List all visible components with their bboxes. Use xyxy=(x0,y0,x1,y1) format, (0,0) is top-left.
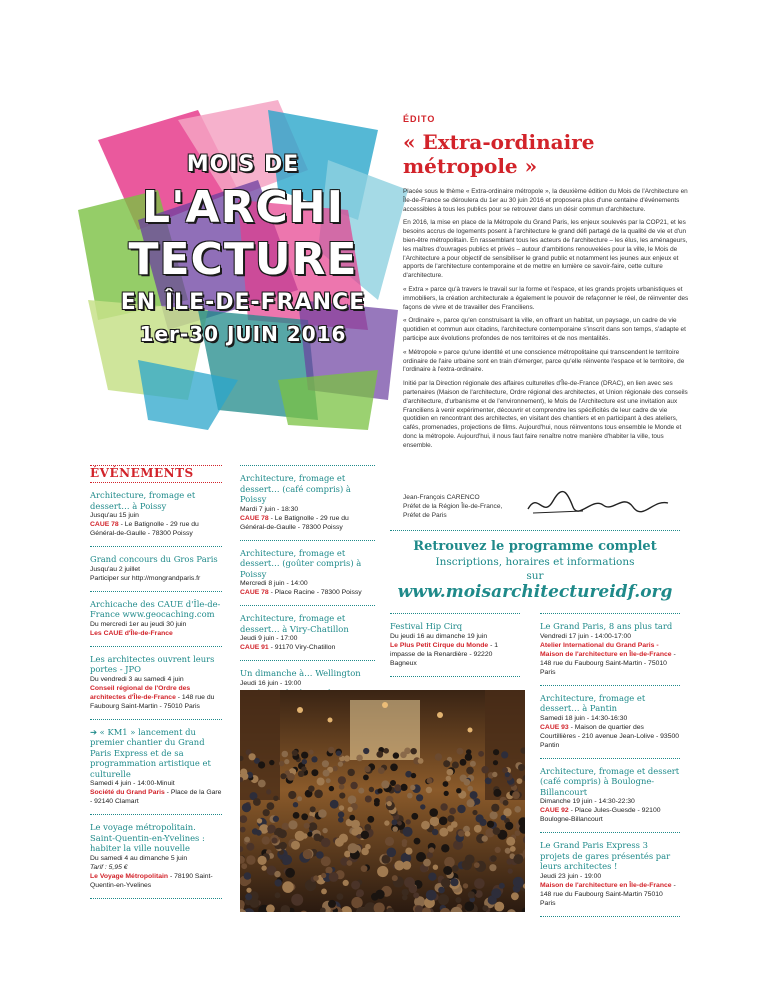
divider xyxy=(540,832,680,833)
event-address: - 78190 Saint-Quentin-en-Yvelines xyxy=(90,872,213,889)
event-address: - 1 impasse de la Renardière - 92220 Bagneux xyxy=(390,641,499,667)
event-place: Conseil régional de l'Ordre des architectes d'Île-de-France xyxy=(90,684,191,701)
event-item xyxy=(90,550,222,588)
event-date: Du samedi 4 au dimanche 5 juin xyxy=(90,854,188,862)
poster-line-1: MOIS DE xyxy=(186,152,300,177)
event-address: - 91170 Viry-Chatillon xyxy=(268,644,336,651)
event-date: Dimanche 19 juin - 14:30-22:30 xyxy=(540,798,635,805)
divider xyxy=(90,814,222,815)
event-date: Du vendredi 3 au samedi 4 juin xyxy=(90,675,184,683)
divider xyxy=(540,613,680,614)
event-date: Vendredi 17 juin - 14:00-17:00 xyxy=(540,632,632,640)
event-place: Atelier International du Grand Paris - Maison de l'architecture en Île-de-France xyxy=(540,641,672,658)
event-address: - Place de la Gare - 92140 Clamart xyxy=(90,789,222,805)
signature-block xyxy=(403,493,693,520)
edito-paragraph: « Métropole » parce qu'une identité et une conscience métropolitaine qui transcendent le territoire ordinaire de l'aire urbaine sont en train d'émerger, parce qu'elle réinvente l'espace et le territoire, de l'ordinaire à l'extra-ordinaire. xyxy=(403,348,685,374)
handwritten-signature xyxy=(523,489,673,519)
event-address: - Le Batignolle - 29 rue du Général-de-Gaulle - 78300 Poissy xyxy=(90,521,199,537)
event-place: Le Plus Petit Cirque du Monde xyxy=(390,641,489,649)
event-item xyxy=(90,650,222,716)
edito-paragraph: « Ordinaire », parce qu'en construisant la ville, en offrant un habitat, un paysage, un cadre de vie quotidien et commun aux citadins, l'architecture contemporaine s'inscrit dans son temps, s'adapte et participe aux évolutions profondes de nos territoires et de nos mentalités. xyxy=(403,317,686,342)
edito-paragraph: Initié par la Direction régionale des affaires culturelles d'Île-de-France (DRAC), en lien avec ses partenaires (Maison de l'architecture, Ordre régional des architectes, et Union régionale des conseils d'architecture, d'urbanisme et de l'environnement), le Mois de l'Architecture est une invitation aux Franciliens à venir expérimenter, découvrir et comprendre les spécificités de leur cadre de vie quotidien en rencontrant des architectes, en visitant des chantiers et en participant à des ateliers, cafés, promenades, projections de films. Aujourd'hui, nous réinventons tous ensemble le Monde et donc la métropole. Aujourd'hui, il nous faut faire renaître notre manière d'habiter la ville, tous ensemble. xyxy=(403,380,688,449)
event-item xyxy=(540,836,680,913)
event-place: Maison de l'architecture en Île-de-France xyxy=(540,881,672,889)
event-title: Le Grand Paris, 8 ans plus tard xyxy=(540,621,673,631)
divider xyxy=(390,676,520,677)
programme-block xyxy=(390,530,680,602)
event-title: Architecture, fromage et dessert… à Viry-Chatillon xyxy=(240,613,349,634)
divider xyxy=(540,758,680,759)
event-item xyxy=(540,689,680,755)
programme-url-link[interactable]: www.moisarchitectureidf.org xyxy=(397,582,673,602)
event-date: Jusqu'au 2 juillet xyxy=(90,565,141,573)
event-place: CAUE 78 xyxy=(90,521,119,528)
event-title: Architecture, fromage et dessert (café compris) à Boulogne-Billancourt xyxy=(540,765,680,797)
edito-kicker: ÉDITO xyxy=(403,114,436,124)
event-date: Jeudi 16 juin - 19:00 xyxy=(240,679,302,687)
event-address: Participer sur http://mongrandparis.fr xyxy=(90,574,201,582)
events-column-1 xyxy=(90,462,222,902)
event-title: Architecture, fromage et dessert… à Pantin xyxy=(540,692,646,713)
divider xyxy=(240,605,375,606)
edito-section xyxy=(403,114,693,456)
event-item xyxy=(90,486,222,543)
event-address: - Place Racine - 78300 Poissy xyxy=(268,589,362,596)
event-title: Grand concours du Gros Paris xyxy=(90,554,218,564)
poster-line-3: TECTURE xyxy=(128,234,358,285)
event-title: Architecture, fromage et dessert… (café compris) à Poissy xyxy=(240,473,351,504)
divider xyxy=(240,540,375,541)
event-address: - 148 rue du Faubourg Saint-Martin 75010 Paris xyxy=(540,881,676,907)
divider xyxy=(90,898,222,899)
divider xyxy=(90,546,222,547)
divider xyxy=(540,916,680,917)
event-title: Archicache des CAUE d'Île-de-France www.geocaching.com xyxy=(90,598,221,619)
event-item xyxy=(540,762,680,830)
event-address: - 148 rue du Faubourg Saint-Martin - 75010 Paris xyxy=(540,650,676,676)
event-date: Jeudi 9 juin - 17:00 xyxy=(240,635,298,642)
event-date: Du mercredi 1er au jeudi 30 juin xyxy=(90,620,187,628)
event-place: Société du Grand Paris xyxy=(90,789,165,796)
event-address: - Maison de quartier des Courtillières - 210 avenue Jean-Lolive - 93500 Pantin xyxy=(540,723,680,749)
events-column-3 xyxy=(390,610,520,680)
programme-sur: sur xyxy=(526,570,544,582)
event-item xyxy=(90,818,222,895)
event-item xyxy=(240,469,375,537)
event-item xyxy=(240,609,375,657)
event-address: - Le Batignolle - 29 rue du Général-de-Gaulle - 78300 Poissy xyxy=(240,514,349,531)
signature-name: Jean-François CARENCO xyxy=(403,494,480,501)
event-title: Architecture, fromage et dessert… (goûter compris) à Poissy xyxy=(240,547,362,579)
event-item xyxy=(540,617,680,682)
event-place: CAUE 91 xyxy=(240,644,269,651)
signature-role: Préfet de Paris xyxy=(403,512,447,519)
divider xyxy=(90,482,222,483)
programme-subline: Inscriptions, horaires et informations xyxy=(435,556,635,568)
event-title: Le Grand Paris Express 3 projets de gares présentés par leurs architectes ! xyxy=(540,840,671,871)
event-address: - 148 rue du Faubourg Saint-Martin - 75010 Paris xyxy=(90,693,215,710)
event-date: Samedi 18 juin - 14:30-16:30 xyxy=(540,714,628,722)
edito-title: « Extra-ordinaire métropole » xyxy=(403,130,595,178)
divider xyxy=(240,660,375,661)
event-title: Le voyage métropolitain. Saint-Quentin-en-Yvelines : habiter la ville nouvelle xyxy=(90,822,205,853)
event-title: Un dimanche à… Wellington xyxy=(240,668,361,678)
divider xyxy=(540,685,680,686)
event-address: - Place Jules-Guesde - 92100 Boulogne-Billancourt xyxy=(540,807,661,823)
event-item xyxy=(90,595,222,643)
event-date: Mercredi 8 juin - 14:00 xyxy=(240,580,308,587)
divider xyxy=(390,613,520,614)
event-place: Les CAUE d'Île-de-France xyxy=(90,629,173,637)
event-date: Jeudi 23 juin - 19:00 xyxy=(540,872,602,880)
divider xyxy=(390,530,680,531)
event-place: CAUE 93 xyxy=(540,723,569,731)
event-item xyxy=(240,544,375,603)
programme-headline: Retrouvez le programme complet xyxy=(413,539,657,554)
poster-illustration xyxy=(78,100,408,430)
divider xyxy=(240,465,375,466)
event-place: CAUE 92 xyxy=(540,807,569,814)
poster-line-5: 1er-30 JUIN 2016 xyxy=(139,322,347,346)
poster-line-2: L'ARCHI xyxy=(142,182,344,233)
events-heading: ÉVÉNEMENTS xyxy=(90,466,194,480)
event-title: ➔ « KM1 » lancement du premier chantier du Grand Paris Express et de sa programmation artistique et culturelle xyxy=(90,726,211,779)
edito-paragraph: « Extra » parce qu'à travers le travail sur la forme et l'espace, et les grands projets urbanistiques et immobiliers, la création architecturale a également le pouvoir de refaçonner le réel, de réinventer des façons de vivre et de travailler des Franciliens. xyxy=(403,285,689,311)
event-item xyxy=(390,617,520,673)
event-place: Le Voyage Métropolitain xyxy=(90,872,169,880)
divider xyxy=(90,719,222,720)
event-title: Festival Hip Cirq xyxy=(390,621,463,631)
event-date: Jusqu'au 15 juin xyxy=(90,512,139,519)
event-title: Les architectes ouvrent leurs portes - JPO xyxy=(90,653,215,674)
event-place: CAUE 78 xyxy=(240,514,269,522)
edito-paragraph: Placée sous le thème « Extra-ordinaire métropole », la deuxième édition du Mois de l'Architecture en Île-de-France se déroulera du 1er au 30 juin 2016 et proposera plus d'une centaine d'événements accessibles à tous les publics pour se retrouver dans un désir commun d'architecture. xyxy=(403,188,688,213)
event-item xyxy=(90,723,222,812)
events-column-4 xyxy=(540,610,680,920)
event-tarif: Tarif : 5,95 € xyxy=(90,863,128,871)
signature-role: Préfet de la Région Île-de-France, xyxy=(403,503,503,510)
event-date: Mardi 7 juin - 18:30 xyxy=(240,505,299,513)
event-title: Architecture, fromage et dessert… à Poissy xyxy=(90,490,196,511)
poster-line-4: EN ÎLE-DE-FRANCE xyxy=(120,290,366,315)
crowd-photo xyxy=(240,690,525,912)
event-place: CAUE 78 xyxy=(240,589,269,596)
divider xyxy=(90,591,222,592)
event-date: Samedi 4 juin - 14:00-Minuit xyxy=(90,780,175,787)
event-date: Du jeudi 16 au dimanche 19 juin xyxy=(390,632,488,640)
edito-paragraph: En 2016, la mise en place de la Métropole du Grand Paris, les enjeux soulevés par la COP21, et les besoins accrus de logements posent à l'architecture le grand défi partagé de la qualité de vie et d'un bien-être métropolitain. En rassemblant tous les acteurs de l'architecture – les élus, les aménageurs, les maîtres d'ouvrages publics et privés – autour d'ambitions renouvelées pour la ville, le Mois de l'Architecture a pour objectif de sensibiliser le grand public et notamment les jeunes aux enjeux et apports de l'architecture contemporaine et de mettre en lumière ce savoir-faire, cette culture d'architecture. xyxy=(403,219,688,280)
divider xyxy=(90,646,222,647)
